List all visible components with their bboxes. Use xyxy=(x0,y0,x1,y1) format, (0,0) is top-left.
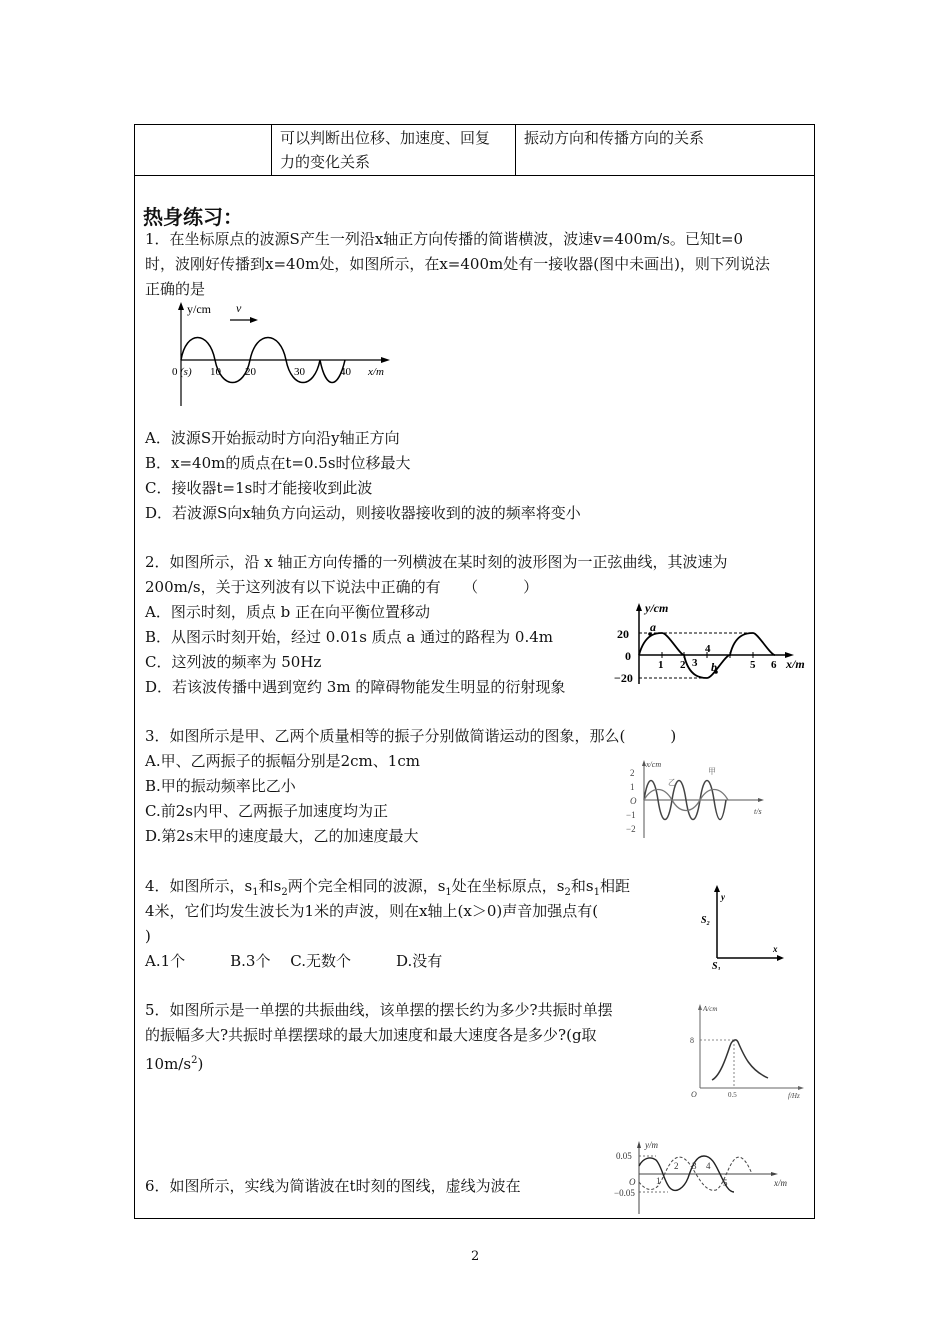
q1-fig-tick-40: 40 xyxy=(340,366,351,378)
q2-fig-ylabel: y/cm xyxy=(645,601,669,615)
page-number: 2 xyxy=(471,1249,480,1264)
q6-fig-xtick-3: 3 xyxy=(692,1161,697,1171)
q2-fig-xtick-3: 3 xyxy=(692,657,698,669)
table-left-border xyxy=(134,124,135,1219)
q6-fig-ytick-neg: −0.05 xyxy=(614,1188,635,1198)
q1-fig-ylabel: y/cm xyxy=(187,302,211,316)
q2-option-a: A．图示时刻，质点 b 正在向平衡位置移动 xyxy=(145,603,430,621)
q2-fig-xtick-5: 5 xyxy=(750,659,756,671)
q1-line3: 正确的是 xyxy=(145,280,206,298)
q6-fig-xtick-2: 2 xyxy=(674,1161,679,1171)
q3-fig-label-yi: 乙 xyxy=(668,778,676,787)
q3-fig-ytick-1: 1 xyxy=(630,782,635,792)
q2-fig-point-b: b xyxy=(711,660,717,674)
q3-fig-label-jia: 甲 xyxy=(708,767,716,776)
q4-fig-s1: S₁ xyxy=(712,961,722,970)
q3-fig-ytick-neg2: −2 xyxy=(626,824,636,834)
q1-line1: 1．在坐标原点的波源S产生一列沿x轴正方向传播的简谐横波，波速v=400m/s。已知t=0 xyxy=(145,230,744,248)
q1-option-a: A．波源S开始振动时方向沿y轴正方向 xyxy=(145,429,400,447)
q2-fig-xtick-4: 4 xyxy=(705,643,711,655)
q3-fig-ytick-neg1: −1 xyxy=(626,810,636,820)
q3-line1: 3．如图所示是甲、乙两个质量相等的振子分别做简谐运动的图象，那么( ) xyxy=(145,727,677,745)
q5-fig-xlabel: f/Hz xyxy=(788,1092,800,1100)
q1-fig-origin: 0 xyxy=(172,366,178,378)
q4-options: A.1个 B.3个 C.无数个 D.没有 xyxy=(145,952,443,970)
q1-fig-source: (s) xyxy=(180,366,192,378)
top-row-col3: 振动方向和传播方向的关系 xyxy=(524,129,705,147)
q2-fig-xtick-2: 2 xyxy=(680,659,686,671)
q6-fig-ytick-pos: 0.05 xyxy=(616,1151,632,1161)
table-right-border xyxy=(814,124,815,1219)
section-title: 热身练习： xyxy=(143,205,243,229)
q6-fig-ylabel: y/m xyxy=(645,1140,658,1150)
q2-fig-ytick-neg20: −20 xyxy=(614,671,633,685)
q3-option-b: B.甲的振动频率比乙小 xyxy=(145,777,296,795)
q1-fig-xlabel: x/m xyxy=(368,366,384,378)
q2-line2: 200m/s，关于这列波有以下说法中正确的有 （ ） xyxy=(145,578,539,596)
q5-fig-origin: O xyxy=(691,1090,697,1099)
q3-oscillation-figure xyxy=(622,758,772,840)
top-row-col2-line1: 可以判断出位移、加速度、回复 xyxy=(280,129,491,147)
q6-fig-xtick-5: 5 xyxy=(723,1178,728,1188)
q5-line1: 5．如图所示是一单摆的共振曲线，该单摆的摆长约为多少?共振时单摆 xyxy=(145,1001,613,1019)
q4-line2: 4米，它们均发生波长为1米的声波，则在x轴上(x＞0)声音加强点有( xyxy=(145,902,599,920)
q2-line1: 2．如图所示，沿 x 轴正方向传播的一列横波在某时刻的波形图为一正弦曲线，其波速为 xyxy=(145,553,728,571)
q2-option-b: B．从图示时刻开始，经过 0.01s 质点 a 通过的路程为 0.4m xyxy=(145,628,553,646)
q1-fig-tick-10: 10 xyxy=(210,366,221,378)
q2-fig-xlabel: x/m xyxy=(786,657,805,671)
top-row-col2-line2: 力的变化关系 xyxy=(280,153,371,171)
q5-fig-ylabel: A/cm xyxy=(703,1005,718,1013)
q3-fig-xlabel: t/s xyxy=(754,807,762,816)
q5-fig-peak: 8 xyxy=(690,1036,694,1045)
q6-fig-xlabel: x/m xyxy=(774,1178,787,1188)
q6-fig-xtick-1: 1 xyxy=(656,1176,661,1186)
q2-fig-xtick-6: 6 xyxy=(771,659,777,671)
q6-line1: 6．如图所示，实线为简谐波在t时刻的图线，虚线为波在 xyxy=(145,1177,521,1195)
q2-wave-figure xyxy=(612,600,812,686)
q2-fig-point-a: a xyxy=(650,620,656,634)
q1-fig-vlabel: v xyxy=(236,301,242,315)
q4-line3: ) xyxy=(145,927,151,945)
q3-option-d: D.第2s末甲的速度最大，乙的加速度最大 xyxy=(145,827,419,845)
q5-resonance-figure xyxy=(684,998,810,1102)
q3-fig-ytick-2: 2 xyxy=(630,768,635,778)
q1-option-d: D．若波源S向x轴负方向运动，则接收器接收到的波的频率将变小 xyxy=(145,504,581,522)
q4-fig-s2: S₂ xyxy=(701,915,711,926)
q1-fig-tick-20: 20 xyxy=(245,366,256,378)
q2-option-c: C．这列波的频率为 50Hz xyxy=(145,653,322,671)
table-row-divider xyxy=(134,175,815,176)
q4-fig-xlabel: x xyxy=(773,944,778,954)
q1-option-b: B．x=40m的质点在t=0.5s时位移最大 xyxy=(145,454,411,472)
q2-fig-ytick-20: 20 xyxy=(617,627,629,641)
table-top-border xyxy=(134,124,815,125)
q4-line1: 4．如图所示，$s_1$和$s_2$两个完全相同的波源，$s_1$处在坐标原点，$s_2$和$s_1$相距 xyxy=(145,877,630,898)
q4-sources-figure xyxy=(690,880,790,970)
q5-line2: 的振幅多大?共振时单摆摆球的最大加速度和最大速度各是多少?(g取 xyxy=(145,1026,597,1044)
q5-line3: $10m/s^2$) xyxy=(145,1055,204,1073)
table-col-divider-2 xyxy=(515,124,516,176)
q3-fig-origin: O xyxy=(630,796,637,806)
table-bottom-border xyxy=(134,1218,815,1219)
q3-fig-ylabel: x/cm xyxy=(646,760,662,769)
q1-fig-tick-30: 30 xyxy=(294,366,305,378)
q6-fig-xtick-4: 4 xyxy=(706,1161,711,1171)
q1-wave-figure xyxy=(168,298,400,410)
q6-wave-figure xyxy=(612,1138,812,1216)
q6-fig-origin: O xyxy=(629,1177,636,1187)
q2-option-d: D．若该波传播中遇到宽约 3m 的障碍物能发生明显的衍射现象 xyxy=(145,678,566,696)
q2-fig-ytick-0: 0 xyxy=(625,649,631,663)
q1-option-c: C．接收器t=1s时才能接收到此波 xyxy=(145,479,373,497)
q2-fig-xtick-1: 1 xyxy=(658,659,664,671)
q1-line2: 时，波刚好传播到x=40m处，如图所示，在x=400m处有一接收器(图中未画出)，则下列说法 xyxy=(145,255,770,273)
q3-option-a: A.甲、乙两振子的振幅分别是2cm、1cm xyxy=(145,752,420,770)
q5-fig-freq: 0.5 xyxy=(728,1091,737,1099)
q4-fig-ylabel: y xyxy=(721,892,725,902)
table-col-divider-1 xyxy=(271,124,272,176)
q3-option-c: C.前2s内甲、乙两振子加速度均为正 xyxy=(145,802,388,820)
